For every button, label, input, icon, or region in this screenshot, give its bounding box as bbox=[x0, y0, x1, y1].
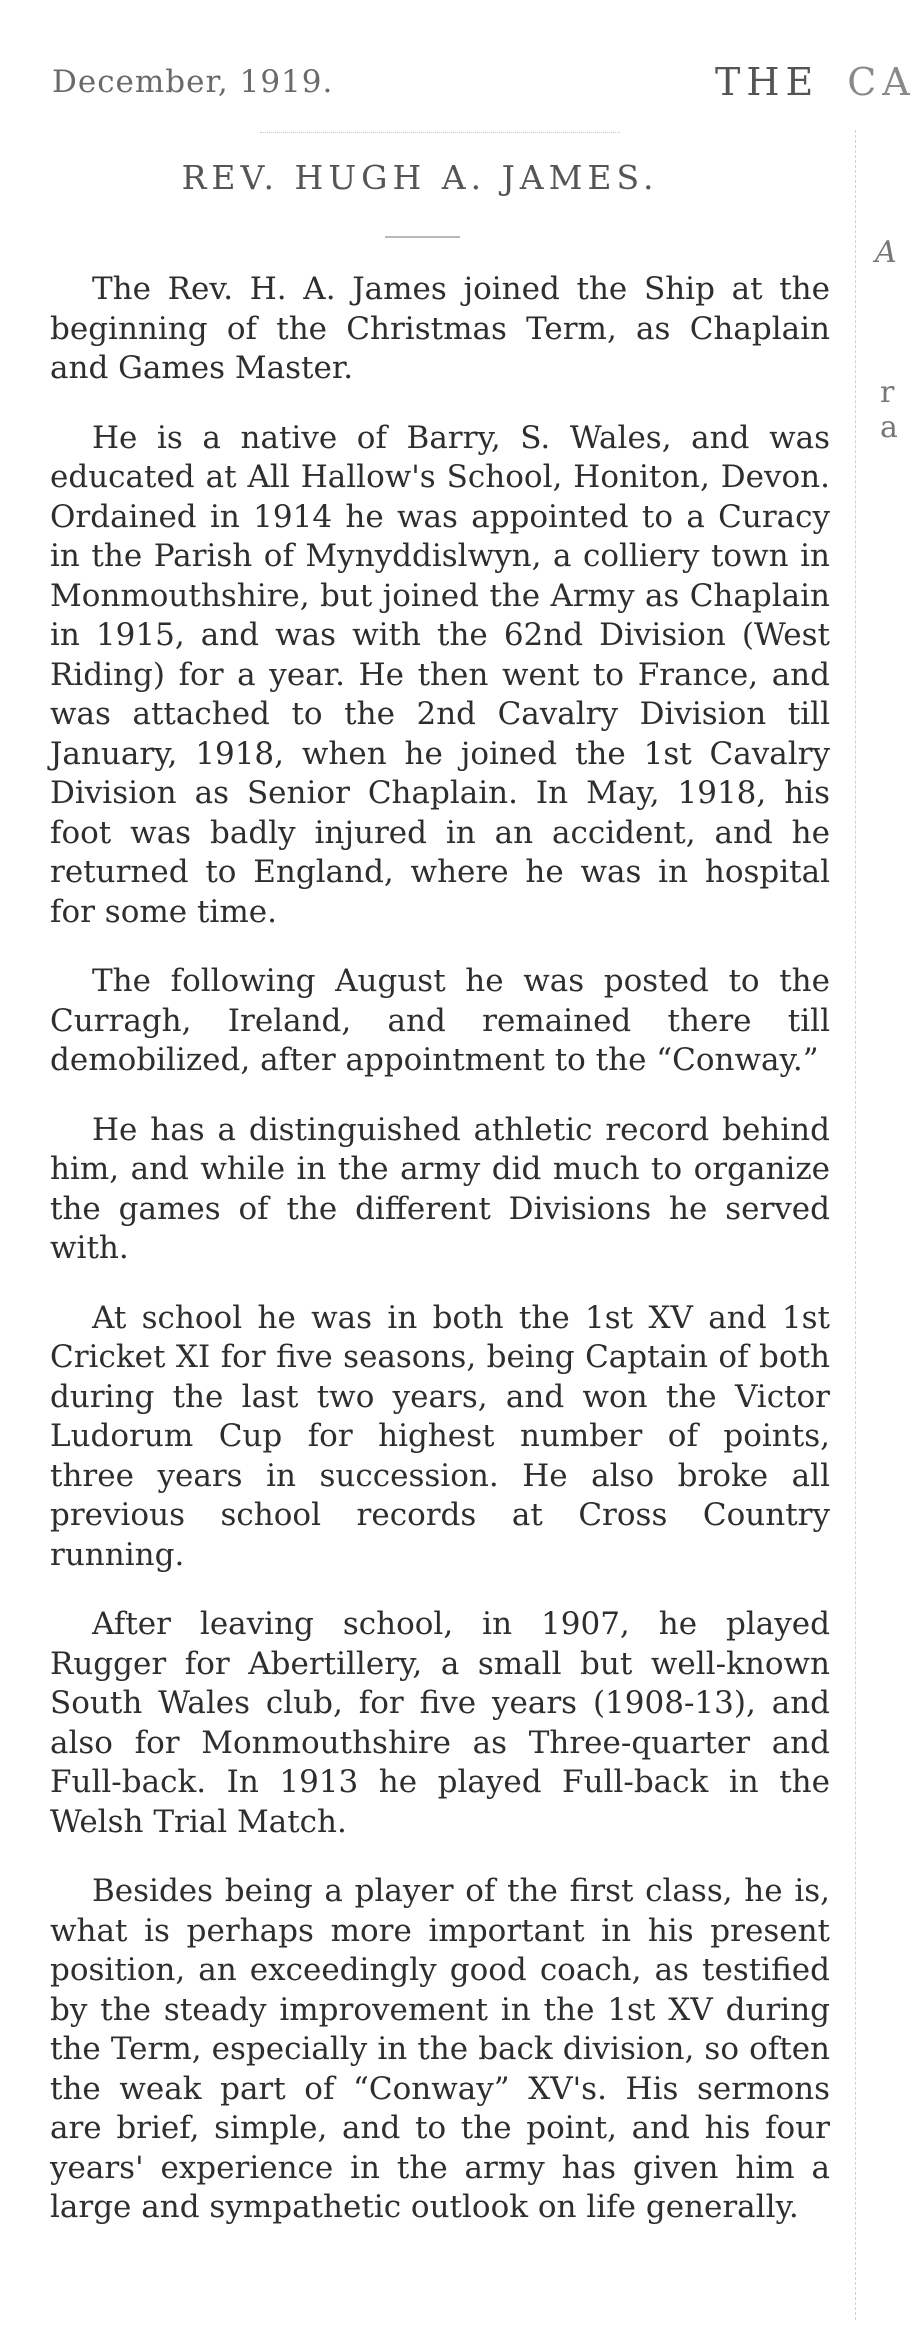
next-column-fragment: r bbox=[880, 375, 895, 410]
header-divider bbox=[260, 132, 620, 133]
paragraph-4: He has a distinguished athletic record behind him, and while in the army did much to organize the games of the different Divisions he served with. bbox=[50, 1111, 830, 1266]
paragraph-2: He is a native of Barry, S. Wales, and was educated at All Hallow's School, Honiton, Devon. Ordained in 1914 he was appointed to a Curacy in the Parish of Mynyddislwyn, a colliery town in Monmouthshire, but joined the Army as Chaplain in 1915, and was with the 62nd Division (West Riding) for a year. He then went to France, and was attached to the 2nd Cavalry Division till January, 1918, when he joined the 1st Cavalry Division as Senior Chaplain. In May, 1918, his foot was badly injured in an accident, and he returned to England, where he was in hospital for some time. bbox=[50, 419, 830, 930]
column-divider bbox=[855, 130, 856, 2320]
title-divider bbox=[385, 236, 460, 238]
publication-title-cut: CA bbox=[847, 60, 916, 104]
article-body bbox=[50, 270, 830, 2258]
article-title: REV. HUGH A. JAMES. bbox=[181, 158, 659, 197]
paragraph-5: At school he was in both the 1st XV and 1st Cricket XI for five seasons, being Captain of both during the last two years, and won the Victor Ludorum Cup for highest number of points, three years in succession. He also broke all previous school records at Cross Country running. bbox=[50, 1299, 830, 1573]
issue-date: December, 1919. bbox=[52, 64, 334, 100]
publication-title bbox=[715, 60, 916, 104]
paragraph-7: Besides being a player of the first class, he is, what is perhaps more important in his present position, an exceedingly good coach, as testified by the steady improvement in the 1st XV during the Term, especially in the back division, so often the weak part of “Conway” XV's. His sermons are brief, simple, and to the point, and his four years' experience in the army has given him a large and sympathetic outlook on life generally. bbox=[50, 1873, 830, 2225]
next-column-fragment: a bbox=[880, 410, 898, 445]
next-column-fragment: A bbox=[875, 235, 897, 270]
paragraph-3: The following August he was posted to the Curragh, Ireland, and remained there till demobilized, after appointment to the “Conway.” bbox=[50, 963, 830, 1078]
publication-title-main: THE bbox=[715, 60, 820, 104]
paragraph-6: After leaving school, in 1907, he played Rugger for Abertillery, a small but well-known South Wales club, for five years (1908-13), and also for Monmouthshire as Three-quarter and Full-back. In 1913 he played Full-back in the Welsh Trial Match. bbox=[50, 1606, 830, 1840]
paragraph-1: The Rev. H. A. James joined the Ship at the beginning of the Christmas Term, as Chaplain and Games Master. bbox=[50, 271, 830, 386]
